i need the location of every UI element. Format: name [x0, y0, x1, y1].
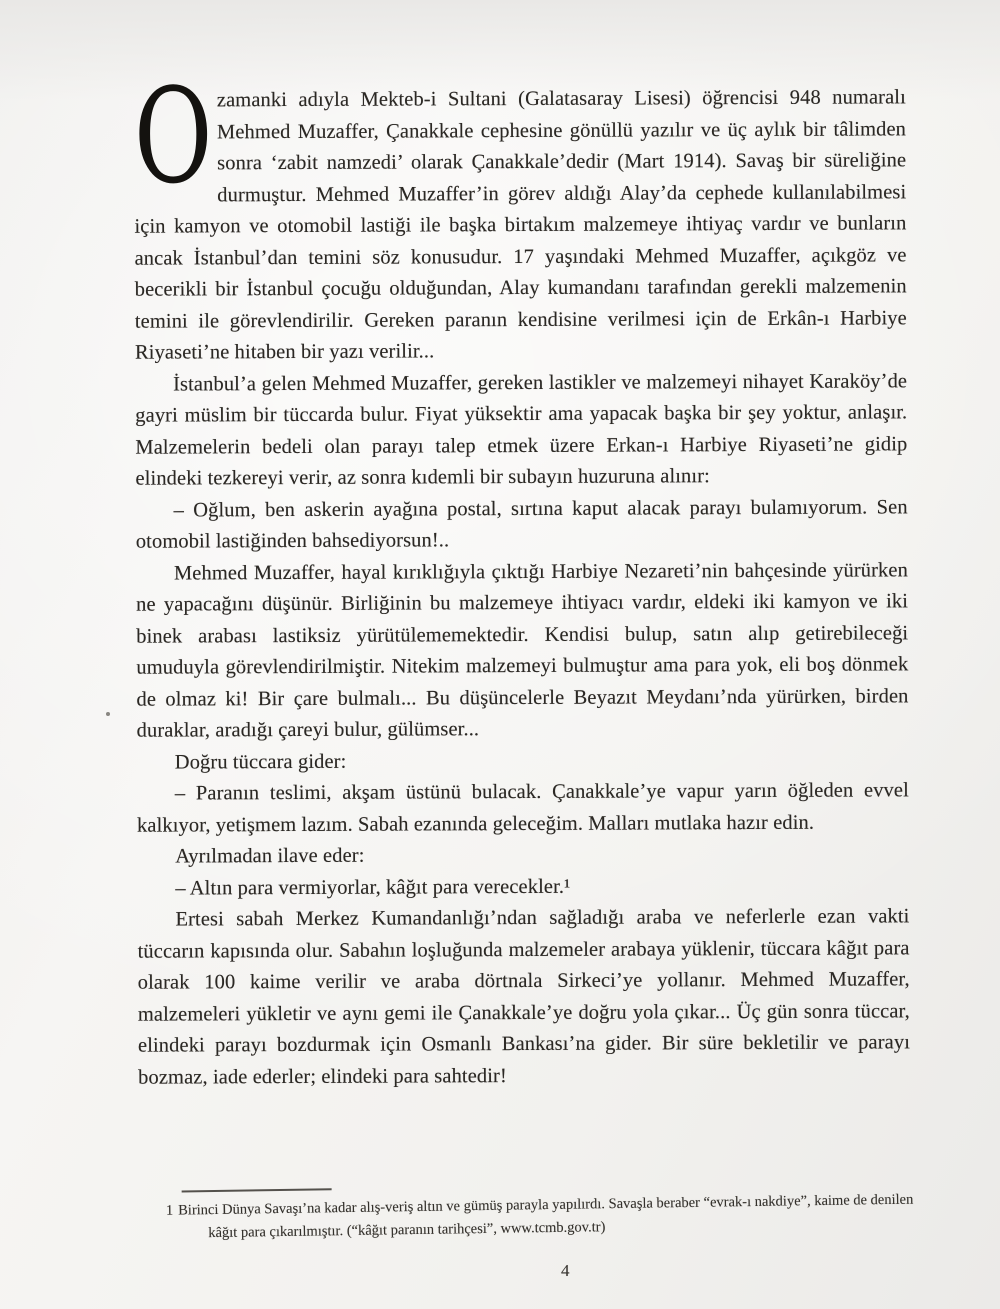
drop-cap-letter: O [133, 59, 213, 213]
page-number: 4 [561, 1261, 570, 1280]
paragraph: Ertesi sabah Merkez Kumandanlığı’ndan sağladığı araba ve neferlerle ezan vakti tüccarın kapısında olur. Sabahın loşluğunda malzemeler arabaya yüklenir, tüccara kâğıt para olarak 100 kaime verilir ve araba dörtnala Sirkeci’ye yollanır. Mehmed Muzaffer, malzemeleri yükletir ve aynı gemi ile Çanakkale’ye doğru yola çıkar... Üç gün sonra tüccar, elindeki parayı bozdurmak için Osmanlı Bankası’na gider. Bir süre bekletilir ve parayı bozmaz, iade ederler; elindeki para sahtedir! [137, 905, 911, 1089]
paragraph-text: zamanki adıyla Mekteb-i Sultani (Galatasaray Lisesi) öğrencisi 948 numaralı Mehmed Muzaffer, Çanakkale cephesine gönüllü yazılır ve üç aylık bir tâlimden sonra ‘zabit namzedi’ olarak Çanakkale’dedir (Mart 1914). Savaş bir süreliğine durmuştur. Mehmed Muzaffer’in görev aldığı Alay’da cephede kullanılabilmesi için kamyon ve otomobil lastiği ile başka birtakım malzemeye ihtiyaç vardır ve bunların ancak İstanbul’dan temini söz konusudur. 17 yaşındaki Mehmed Muzaffer, açıkgöz ve becerikli bir İstanbul çocuğu olduğundan, Alay kumandanı tarafından gerekli malzemenin temini ile görevlendirilir. Gereken paranın kendisine verilmesi için de Erkân-ı Harbiye Riyaseti’ne hitaben bir yazı verilir... [134, 86, 907, 364]
paper-speck [106, 712, 110, 716]
paragraph: İstanbul’a gelen Mehmed Muzaffer, gereken lastikler ve malzemeyi nihayet Karaköy’de gayri müslim bir tüccarda bulur. Fiyat yüksektir ama yapacak başka bir şey yoktur, anlaşır. Malzemelerin bedeli olan parayı talep etmek üzere Erkan-ı Harbiye Riyaseti’ne gidip elindeki tezkereyi verir, az sonra kıdemli bir subayın huzuruna alınır: [135, 369, 908, 490]
paragraph: Doğru tüccara gider: [174, 750, 347, 774]
dialogue-line: – Oğlum, ben askerin ayağına postal, sırtına kaput alacak parayı bulamıyorum. Sen otomobil lastiğinden bahsediyorsun!.. [135, 495, 908, 553]
paragraph-opening [133, 59, 907, 369]
footnote-marker: 1 [165, 1202, 174, 1219]
dialogue-line: – Altın para vermiyorlar, kâğıt para verecekler.¹ [175, 875, 571, 900]
paragraph: Mehmed Muzaffer, hayal kırıklığıyla çıktığı Harbiye Nezareti’nin bahçesinde yürürken ne yapacağını düşünür. Birliğinin bu malzemeye ihtiyacı vardır, eldeki iki kamyon ve iki binek arabası lastiksiz yürütülememektedir. Kendisi bulup, satın alıp getirebileceği umuduyla görevlendirilmiştir. Nitekim malzemeyi bulmuştur ama para yok, eli boş dönmek de olmaz ki! Bir çare bulmalı... Bu düşüncelerle Beyazıt Meydanı’nda yürürken, birden duraklar, aradığı çareyi bulur, gülümser... [136, 558, 909, 742]
paragraph: Ayrılmadan ilave eder: [175, 844, 365, 868]
footnote-divider [182, 1188, 332, 1192]
footnote-text: Birinci Dünya Savaşı’na kadar alış-veriş altın ve gümüş parayla yapılırdı. Savaşla beraber “evrak-ı nakdiye”, kaime de denilen kâğıt para çıkarılmıştır. (“kâğıt paranın tarihçesi”, www.tcmb.gov.tr) [178, 1191, 914, 1242]
body-text [133, 59, 911, 1093]
footnote [166, 1179, 937, 1245]
footnote-entry [166, 1188, 937, 1245]
dialogue-line: – Paranın teslimi, akşam üstünü bulacak. Çanakkale’ye vapur yarın öğleden evvel kalkıyor, yetişmem lazım. Sabah ezanında geleceğim. Malları mutlaka hazır edin. [136, 779, 909, 837]
